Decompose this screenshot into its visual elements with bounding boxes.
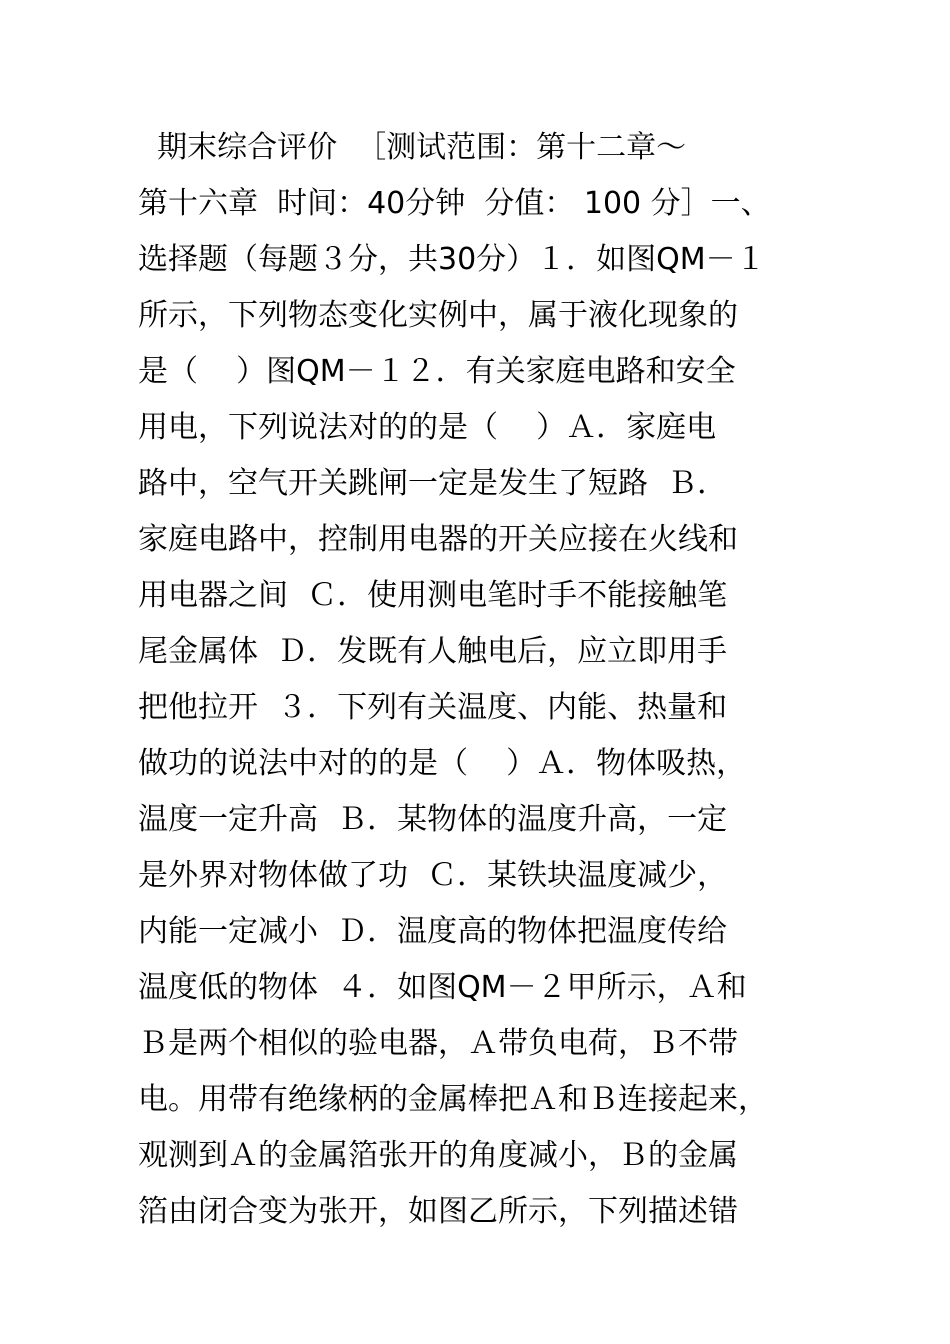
text-line: 尾金属体 Ｄ．发既有人触电后，应立即用手 — [138, 634, 728, 669]
text-line: 观测到Ａ的金属箔张开的角度减小，Ｂ的金属 — [138, 1138, 738, 1173]
text-line: 路中，空气开关跳闸一定是发生了短路 Ｂ． — [138, 466, 728, 501]
text-line: 把他拉开 ３．下列有关温度、内能、热量和 — [138, 690, 728, 725]
text-line: 第十六章 时间：40分钟 分值： 100 分］一、 — [138, 186, 771, 221]
text-line: Ｂ是两个相似的验电器，Ａ带负电荷，Ｂ不带 — [138, 1026, 738, 1061]
text-line: 选择题（每题３分，共30分）１．如图QM－１ — [138, 242, 766, 277]
text-line: 箔由闭合变为张开，如图乙所示，下列描述错 — [138, 1194, 738, 1229]
exam-text-body — [138, 120, 838, 1240]
text-line: 是外界对物体做了功 Ｃ．某铁块温度减少， — [138, 858, 728, 893]
text-line: 电。用带有绝缘柄的金属棒把Ａ和Ｂ连接起来， — [138, 1082, 768, 1117]
text-line: 温度低的物体 ４．如图QM－２甲所示，Ａ和 — [138, 970, 747, 1005]
text-line: 内能一定减小 Ｄ．温度高的物体把温度传给 — [138, 914, 728, 949]
text-line: 温度一定升高 Ｂ．某物体的温度升高，一定 — [138, 802, 728, 837]
text-line: 做功的说法中对的的是（ ）Ａ．物体吸热， — [138, 746, 747, 781]
text-line: 家庭电路中，控制用电器的开关应接在火线和 — [138, 522, 738, 557]
text-line: 用电，下列说法对的的是（ ）Ａ．家庭电 — [138, 410, 717, 445]
text-line: 是（ ）图QM－１２．有关家庭电路和安全 — [138, 354, 736, 389]
text-line: 所示，下列物态变化实例中，属于液化现象的 — [138, 298, 738, 333]
text-line: 用电器之间 Ｃ．使用测电笔时手不能接触笔 — [138, 578, 728, 613]
text-line: 期末综合评价 ［测试范围：第十二章～ — [138, 130, 687, 165]
